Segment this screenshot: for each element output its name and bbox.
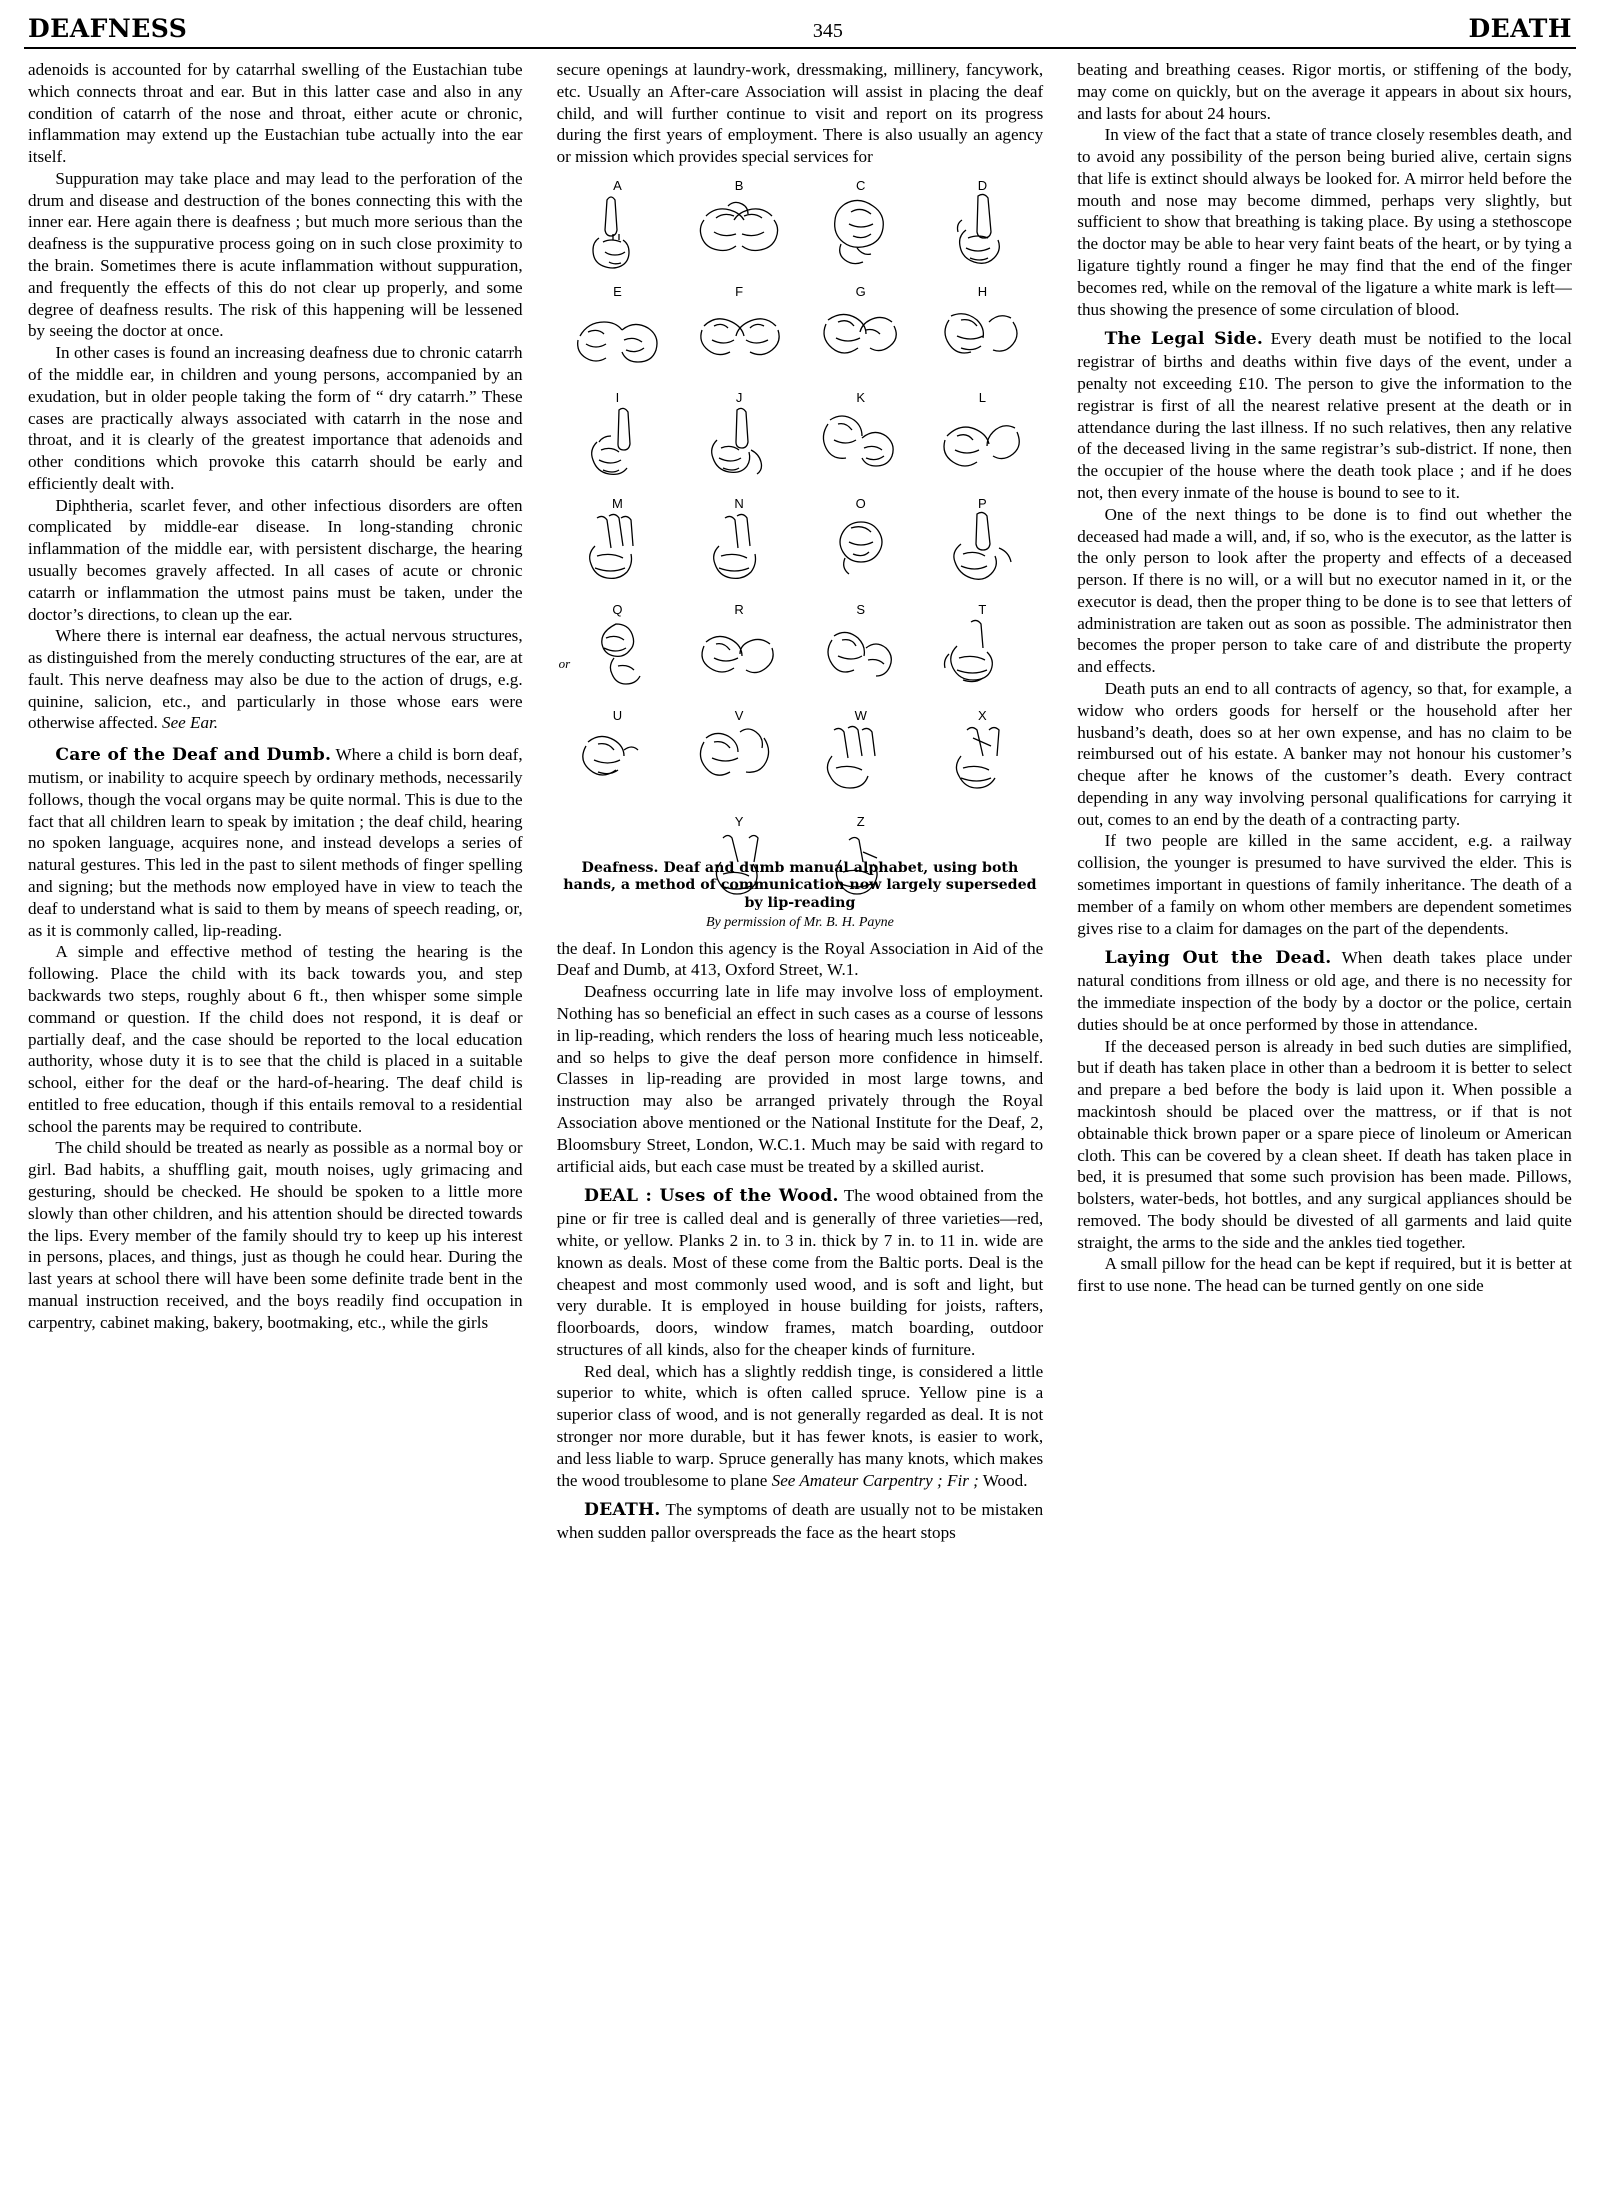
entry-death	[557, 1499, 1044, 1544]
letter-label: O	[855, 495, 866, 511]
running-head-right: DEATH	[1468, 14, 1572, 43]
alphabet-cell-c	[800, 176, 922, 282]
alphabet-cell-k	[800, 388, 922, 494]
paragraph: A small pillow for the head can be kept if required, but it is better at first to use none. The head can be turned gently on one side	[1077, 1254, 1572, 1296]
paragraph: adenoids is accounted for by catarrhal swelling of the Eustachian tube which connects throat and ear. But in this latter case and also in any condition of catarrh of the nose and throat, either acute or chronic, inflammation may extend up the Eustachian tube actually into the ear itself.	[28, 60, 523, 167]
hand-sign-h-icon	[927, 296, 1037, 382]
paragraph-nerve-deafness	[28, 625, 523, 734]
or-label: or	[558, 655, 571, 671]
paragraph-text: Red deal, which has a slightly reddish tinge, is considered a little superior to white, which is often called spruce. Yellow pine is a superior class of wood, and is not generally regarded as deal. It is not stronger nor more durable, but it has fewer knots, is easier to work, and less liable to warp. Spruce generally has many knots, which makes the wood troublesome to plane	[556, 1361, 1044, 1490]
alphabet-cell-g	[800, 282, 922, 388]
alphabet-cell-e	[557, 282, 679, 388]
paragraph: If two people are killed in the same accident, e.g. a railway collision, the younger is presumed to have survived the elder. This is sometimes important in questions of family inheritance. The death of a member of a family on whom other members are dependent sometimes gives rise to a claim for damages on the part of the dependents.	[1077, 831, 1572, 938]
letter-label: I	[615, 389, 620, 405]
alphabet-cell-y	[678, 812, 800, 918]
letter-label: Y	[734, 813, 744, 829]
hand-sign-b-icon	[684, 190, 794, 276]
hand-sign-e-icon	[562, 296, 672, 382]
hand-sign-l-icon	[927, 402, 1037, 488]
alphabet-cell-z	[800, 812, 922, 918]
alphabet-cell-l	[922, 388, 1044, 494]
paragraph: A simple and effective method of testing the hearing is the following. Place the child with its back towards you, and step backwards two steps, roughly about 6 ft., then whisper some simple command or question. If the child does not respond, it is deaf or partially deaf, and the case should be reported to the local education authority, whose duty it is to see that the child is placed in a suitable school, either for the deaf or the hard-of-hearing. The deaf child is entitled to free education, though if this entails removal to a residential school the parents may be required to contribute.	[28, 942, 523, 1136]
letter-label: Z	[856, 813, 865, 829]
alphabet-cell-s	[800, 600, 922, 706]
alphabet-cell-n	[678, 494, 800, 600]
alphabet-cell-r	[678, 600, 800, 706]
paragraph: beating and breathing ceases. Rigor mortis, or stiffening of the body, may come on quickly, but on the average it appears in about six hours, and lasts for about 24 hours.	[1077, 60, 1572, 123]
hand-sign-j-icon	[689, 402, 789, 488]
figure-manual-alphabet	[557, 176, 1044, 932]
paragraph: Deafness occurring late in life may involve loss of employment. Nothing has so beneficial an effect in such cases as a course of lessons in lip-reading, which renders the loss of hearing much less noticeable, and so helps to give the deaf person more confidence in himself. Classes in lip-reading are provided in most large towns, and instruction may also be arranged privately through the Royal Association above mentioned or the National Institute for the Deaf, 2, Bloomsbury Street, London, W.C.1. Much may be said with regard to artificial aids, but each case must be treated by a skilled aurist.	[556, 982, 1044, 1176]
alphabet-cell-i	[557, 388, 679, 494]
alphabet-grid	[557, 176, 1044, 918]
letter-label: U	[612, 707, 623, 723]
hand-sign-v-icon	[684, 720, 794, 806]
hand-sign-a-icon	[569, 190, 665, 276]
running-head-left: DEAFNESS	[28, 14, 188, 43]
hand-sign-m-icon	[567, 508, 667, 594]
alphabet-cell-q	[557, 600, 679, 706]
column-three	[1059, 59, 1578, 2169]
hand-sign-y-icon	[689, 826, 789, 912]
section-heading-laying-out: Laying Out the Dead.	[1104, 948, 1332, 969]
entry-text: The wood obtained from the pine or fir tree is called deal and is generally of three varieties—red, white, or yellow. Planks 2 in. to 3 in. thick by 7 in. to 11 in. wide are known as deals. Most of these come from the Baltic ports. Deal is the cheapest and most commonly used wood, and is soft and light, but very durable. It is employed in house building for joists, rafters, floorboards, doors, window frames, match boarding, outdoor structures of all kinds, also for the cheaper kinds of furniture.	[556, 1186, 1044, 1359]
hand-sign-k-icon	[806, 402, 916, 488]
paragraph	[557, 1361, 1044, 1492]
column-one	[22, 59, 541, 2169]
hand-sign-p-icon	[927, 508, 1037, 594]
alphabet-cell-m	[557, 494, 679, 600]
alphabet-cell-j	[678, 388, 800, 494]
paragraph-text: Where there is internal ear deafness, the actual nervous structures, as distinguished from the merely conducting structures of the ear, are at fault. This nerve deafness may also be due to the action of drugs, e.g. quinine, salicion, etc., and particularly in those whose ears were otherwise affected.	[28, 626, 523, 733]
letter-label: S	[856, 601, 866, 617]
column-two	[541, 59, 1060, 2169]
letter-label: B	[734, 177, 744, 193]
alphabet-cell-o	[800, 494, 922, 600]
letter-label: D	[977, 177, 988, 193]
alphabet-cell-t	[922, 600, 1044, 706]
letter-label: T	[978, 601, 987, 617]
entry-deal	[557, 1185, 1044, 1360]
alphabet-cell-x	[922, 706, 1044, 812]
alphabet-cell-a	[557, 176, 679, 282]
section-laying-out	[1077, 947, 1572, 1035]
page-number: 345	[812, 20, 843, 42]
paragraph: One of the next things to be done is to find out whether the deceased had made a will, and, if so, who is the executor, as the latter is the only person to look after the property and effects of a deceased person. If there is no will, or a will but no executor named in it, or the executor is dead, then the proper thing to be done is to see that letters of administration are taken out as soon as possible. The administrator then becomes the proper person to take care of and distribute the property and effects.	[1077, 504, 1572, 677]
letter-label: G	[855, 283, 866, 299]
letter-label: N	[734, 495, 744, 511]
alphabet-cell-d	[922, 176, 1044, 282]
paragraph: Suppuration may take place and may lead to the perforation of the drum and disease and destruction of the bones connecting this with the inner ear. Here again there is deafness ; but much more serious than the deafness is the suppurative process going on in such close proximity to the brain. Sometimes there is acute inflammation without suppuration, and frequently the effects of this do not clear up properly, and some degree of deafness results. The risk of this happening will be lessened by seeing the doctor at once.	[28, 168, 523, 341]
cross-reference: See Ear.	[162, 713, 219, 733]
entry-heading-death: DEATH.	[583, 1500, 661, 1521]
hand-sign-q-icon	[562, 614, 672, 700]
three-column-body	[22, 59, 1578, 2169]
alphabet-cell-w	[800, 706, 922, 812]
hand-sign-f-icon	[684, 296, 794, 382]
hand-sign-w-icon	[806, 720, 916, 806]
hand-sign-g-icon	[806, 296, 916, 382]
letter-label: P	[978, 495, 987, 511]
section-care-of-deaf	[28, 744, 523, 941]
figure-credit: By permission of Mr. B. H. Payne	[706, 914, 894, 930]
alphabet-cell-u	[557, 706, 679, 812]
letter-label: R	[734, 601, 744, 617]
hand-sign-r-icon	[684, 614, 794, 700]
section-legal-side	[1077, 328, 1572, 503]
figure-caption: Deafness. Deaf and dumb manual alphabet, using both hands, a method of communication now largely superseded by lip-reading	[563, 859, 1037, 911]
hand-sign-d-icon	[932, 190, 1032, 276]
paragraph: secure openings at laundry-work, dressmaking, millinery, fancywork, etc. Usually an After-care Association will assist in placing the deaf child, and will further continue to visit and report on its progress during the first years of employment. There is also usually an agency or mission which provides special services for	[556, 60, 1044, 167]
header-rule	[24, 47, 1576, 49]
letter-label: M	[612, 495, 623, 511]
alphabet-cell-h	[922, 282, 1044, 388]
running-head	[22, 14, 1578, 45]
paragraph: If the deceased person is already in bed such duties are simplified, but if death has taken place in other than a bedroom it is better to select and prepare a bed before the body is laid upon it. When possible a mackintosh should be placed over the mattress, or if that is not obtainable thick brown paper or a spare piece of linoleum or American cloth. This can be covered by a clean sheet. If death has taken place in bed, it is presumed that some such provision has been made. Pillows, bolsters, water-beds, hot bottles, and any surgical appliances should be removed. The body should be divested of all garments and laid quite straight, the arms to the side and the ankles tied together.	[1077, 1036, 1572, 1252]
cross-reference-tail: Wood.	[978, 1470, 1028, 1490]
paragraph: The child should be treated as nearly as possible as a normal boy or girl. Bad habits, a shuffling gait, mouth noises, ugly grimacing and gesturing, should be checked. He should be spoken to a little more slowly than other children, and his attention should be directed towards the lips. Every member of the family should try to keep up his interest in persons, places, and things, just as though he could hear. During the last years at school there will have been some definite trade bent in the manual instruction received, and the boys readily find occupation in carpentry, cabinet making, bakery, bootmaking, etc., while the girls	[28, 1138, 523, 1332]
entry-heading-deal: DEAL : Uses of the Wood.	[583, 1186, 839, 1207]
letter-label: V	[734, 707, 744, 723]
hand-sign-c-icon	[811, 190, 911, 276]
letter-label: L	[978, 389, 987, 405]
letter-label: E	[613, 283, 622, 299]
section-text: Every death must be notified to the local registrar of births and deaths within five days of the event, under a penalty not exceeding £10. The person to give the information to the registrar is first of all the nearest relative present at the death or in attendance during the last illness. If no such relatives, then any relative of the deceased living in the same registrar’s sub-district. If none, then the occupier of the house where the death took place ; and if he does not, then every inmate of the house is bound to see to it.	[1077, 329, 1572, 502]
section-text: When death takes place under natural conditions from illness or old age, and there is no necessity for the immediate inspection of the body by a doctor or the police, certain duties should be at once performed by those in attendance.	[1077, 948, 1572, 1034]
section-heading-legal: The Legal Side.	[1104, 329, 1264, 350]
letter-label: X	[978, 707, 987, 723]
letter-label: K	[856, 389, 866, 405]
alphabet-cell-b	[678, 176, 800, 282]
alphabet-cell-p	[922, 494, 1044, 600]
hand-sign-s-icon	[806, 614, 916, 700]
letter-label: H	[977, 283, 988, 299]
paragraph: Death puts an end to all contracts of agency, so that, for example, a widow who orders goods for herself or the household after her husband’s death, does so at her own expense, and has no claim to be reimbursed out of his estate. A banker may not honour his customer’s cheque after he knows of the customer’s death. Every contract depending in any way involving personal qualifications for carrying it out, comes to an end by the death of a contracting party.	[1077, 679, 1572, 829]
figure-image	[557, 176, 1044, 856]
letter-label: A	[613, 177, 622, 193]
paragraph: In view of the fact that a state of trance closely resembles death, and to avoid any possibility of the person being buried alive, certain signs that life is extinct should always be looked for. A mirror held before the mouth and nose may become dimmed, perhaps very slightly, but sufficient to show that breathing is taking place. By using a stethoscope the doctor may be able to hear very faint beats of the heart, or by tying a ligature tightly round a finger he may find that the end of the finger becomes red, while on the removal of the ligature a white mark is left—thus showing the presence of some circulation of blood.	[1077, 125, 1572, 319]
entry-text: The symptoms of death are usually not to be mistaken when sudden pallor overspreads the face as the heart stops	[556, 1500, 1044, 1543]
letter-label: J	[735, 389, 743, 405]
section-heading: Care of the Deaf and Dumb.	[55, 745, 332, 766]
letter-label: W	[854, 707, 867, 723]
letter-label: Q	[612, 601, 623, 617]
alphabet-cell-f	[678, 282, 800, 388]
hand-sign-o-icon	[811, 508, 911, 594]
section-text: Where a child is born deaf, mutism, or inability to acquire speech by ordinary methods, necessarily follows, though the vocal organs may be quite normal. This is due to the fact that all children learn to speak by imitation ; the deaf child, hearing no spoken language, acquires none, and instead develops a series of natural gestures. This led in the past to silent methods of finger spelling and signing; but the methods now employed have in view to teach the deaf to understand what is said to them by means of speech reading, or, as it is commonly called, lip-reading.	[28, 745, 523, 940]
hand-sign-u-icon	[562, 720, 672, 806]
cross-reference: See Amateur Carpentry ; Fir ;	[771, 1470, 979, 1490]
letter-label: F	[735, 283, 744, 299]
hand-sign-z-icon	[811, 826, 911, 912]
letter-label: C	[856, 177, 866, 193]
alphabet-cell-v	[678, 706, 800, 812]
hand-sign-t-icon	[927, 614, 1037, 700]
hand-sign-n-icon	[689, 508, 789, 594]
hand-sign-i-icon	[567, 402, 667, 488]
hand-sign-x-icon	[927, 720, 1037, 806]
paragraph: Diphtheria, scarlet fever, and other infectious disorders are often complicated by middle-ear disease. In long-standing chronic inflammation of the middle ear, with persistent discharge, the hearing usually becomes gravely affected. In all cases of acute or chronic catarrh or inflammation the utmost pains must be taken, under the doctor’s directions, to clean up the ear.	[28, 495, 523, 624]
paragraph: the deaf. In London this agency is the Royal Association in Aid of the Deaf and Dumb, at 413, Oxford Street, W.1.	[556, 938, 1044, 980]
paragraph: In other cases is found an increasing deafness due to chronic catarrh of the middle ear, in children and young persons, accompanied by an exudation, but in older people taking the form of “ dry catarrh.” These cases are practically always associated with catarrh in the nose and throat, and it is clearly of the greatest importance that adenoids and other conditions which provoke this catarrh should be early and efficiently dealt with.	[28, 343, 523, 493]
